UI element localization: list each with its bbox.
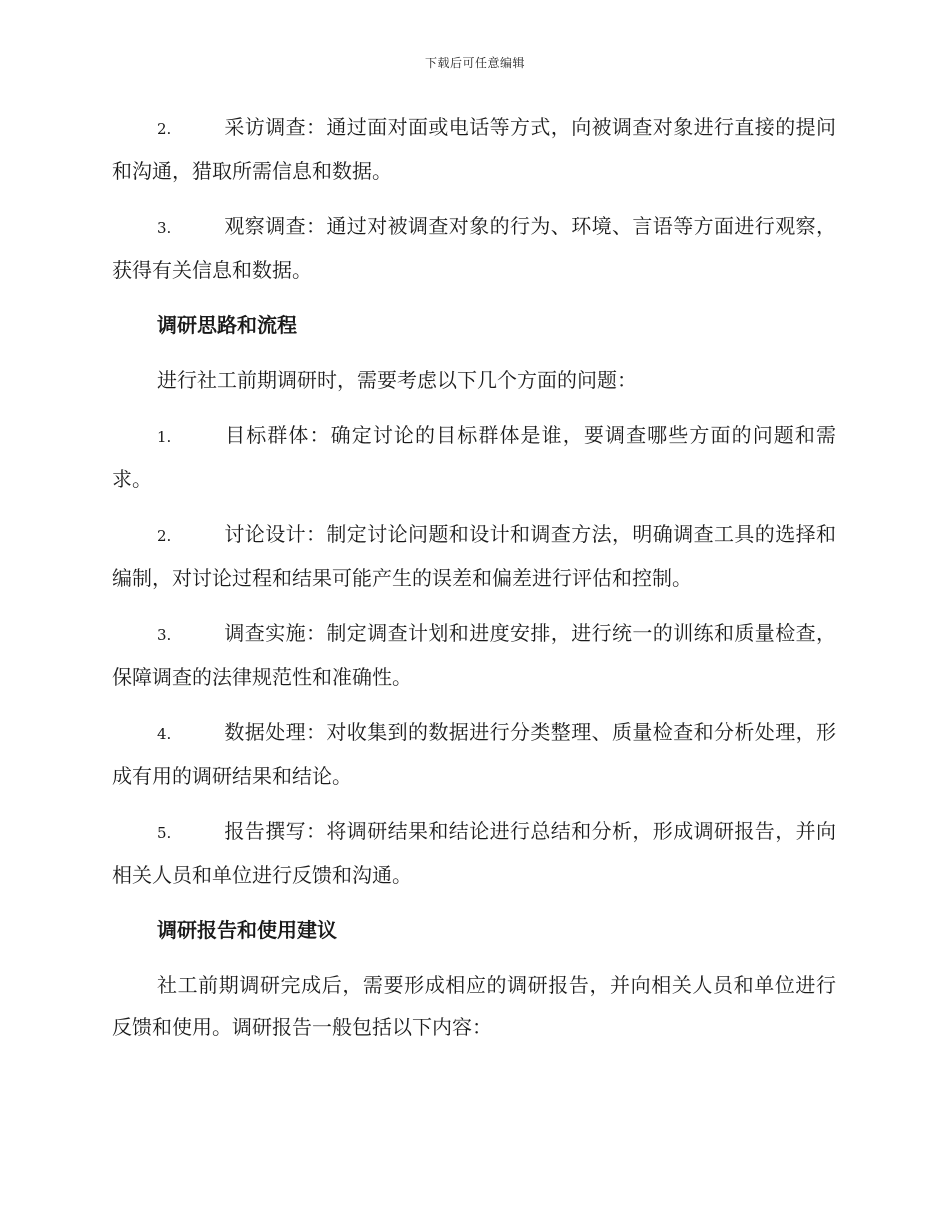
- section-intro: 社工前期调研完成后，需要形成相应的调研报告，并向相关人员和单位进行反馈和使用。调研报告一般包括以下内容：: [112, 973, 836, 1039]
- document-body: [112, 106, 836, 1061]
- list-item-text: 采访调查：通过面对面或电话等方式，向被调查对象进行直接的提问和沟通，猎取所需信息和数据。: [112, 115, 836, 183]
- list-item-text: 调查实施：制定调查计划和进度安排，进行统一的训练和质量检查，保障调查的法律规范性和准确性。: [112, 621, 836, 689]
- list-item-number: 2.: [157, 120, 172, 138]
- list-item: [112, 711, 836, 797]
- list-item-number: 3.: [157, 219, 172, 237]
- list-item: [112, 513, 836, 599]
- page-header: 下载后可任意编辑: [424, 56, 525, 70]
- list-item-number: 2.: [157, 527, 172, 545]
- list-item-number: 1.: [157, 428, 172, 446]
- list-item: [112, 414, 836, 500]
- list-item-text: 数据处理：对收集到的数据进行分类整理、质量检查和分析处理，形成有用的调研结果和结论。: [112, 720, 836, 788]
- list-item-number: 5.: [157, 824, 172, 842]
- list-item-number: 4.: [157, 725, 172, 743]
- list-item-text: 报告撰写：将调研结果和结论进行总结和分析，形成调研报告，并向相关人员和单位进行反馈和沟通。: [112, 819, 836, 887]
- section-heading: 调研思路和流程: [157, 313, 297, 337]
- list-item-number: 3.: [157, 626, 172, 644]
- section-heading: 调研报告和使用建议: [157, 918, 337, 942]
- list-item: [112, 612, 836, 698]
- list-item: [112, 106, 836, 192]
- list-item-text: 观察调查：通过对被调查对象的行为、环境、言语等方面进行观察，获得有关信息和数据。: [112, 214, 836, 282]
- list-item: [112, 205, 836, 291]
- list-item: [112, 810, 836, 896]
- list-item-text: 讨论设计：制定讨论问题和设计和调查方法，明确调查工具的选择和编制，对讨论过程和结果可能产生的误差和偏差进行评估和控制。: [112, 522, 836, 590]
- section-intro: 进行社工前期调研时，需要考虑以下几个方面的问题：: [157, 368, 637, 392]
- list-item-text: 目标群体：确定讨论的目标群体是谁，要调查哪些方面的问题和需求。: [112, 423, 836, 491]
